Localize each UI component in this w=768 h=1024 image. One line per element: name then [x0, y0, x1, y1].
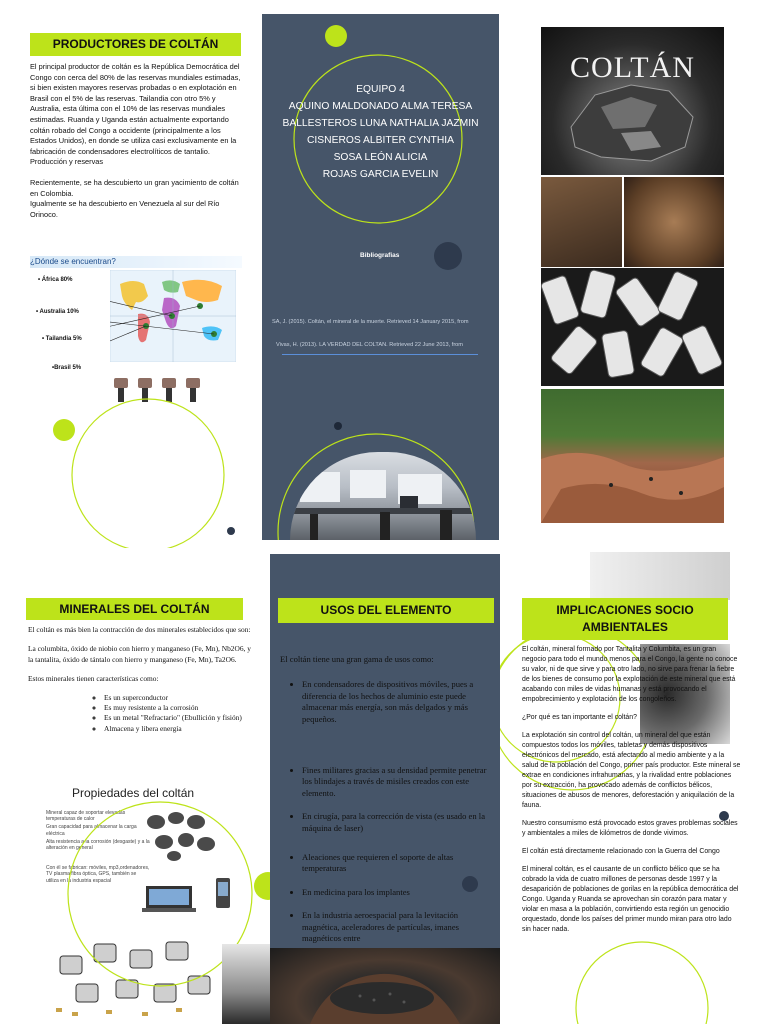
usos-title: USOS DEL ELEMENTO [278, 598, 494, 623]
team-number: EQUIPO 4 [356, 84, 405, 95]
map-label-australia: • Australia 10% [36, 309, 79, 315]
propiedades-title: Propiedades del coltán [72, 786, 195, 800]
cover-photo-hands [624, 177, 724, 267]
uso-item: • En la industria aeroespacial para la levitación magnética, aceleradores de partículas, imanes magnéticos entre [302, 910, 494, 944]
cover-photo-mine [541, 389, 724, 523]
produccion-reservas: Producción y reservas [30, 157, 104, 167]
desk-photo [222, 944, 270, 1024]
propiedad-item: Con él se fabrican: móviles, mp3,ordenadores, TV plasma fibra óptica, GPS, también se utiliza en la industria espacial [46, 865, 150, 884]
cover-photo-phones [541, 268, 724, 386]
team-member-5: ROJAS GARCIA EVELIN [322, 169, 439, 180]
team-member-1: AQUINO MALDONADO ALMA TERESA [288, 101, 473, 112]
hands-coltan-photo [270, 948, 500, 1024]
map-label-africa: • África 80% [38, 277, 73, 283]
map-title: ¿Dónde se encuentran? [30, 256, 242, 268]
team-member-3: CISNEROS ALBITER CYNTHIA [306, 135, 455, 146]
minerales-composition: La columbita, óxido de niobio con hierro y manganeso (Fe, Mn), Nb2O6, y la tantalita, óxido de tántalo con hierro y manganeso (Fe, Mn), Ta2O6. [28, 644, 251, 664]
team-member-4: SOSA LEÓN ALICIA [333, 152, 428, 163]
map-label-tailandia: • Tailandia 5% [42, 336, 82, 342]
feature-item: ◦ Es muy resistente a la corrosión [104, 703, 253, 713]
usos-intro: El coltán tiene una gran gama de usos como: [280, 654, 434, 664]
implicaciones-title: IMPLICACIONES SOCIO AMBIENTALES [522, 598, 728, 640]
team-member-2: BALLESTEROS LUNA NATHALIA JAZMIN [282, 118, 479, 129]
coltan-rock [561, 77, 701, 165]
uso-item: • Fines militares gracias a su densidad permite penetrar los blindajes a través de misiles creados con este elemento. [302, 765, 494, 799]
bibliography-ref-1: SA, J. (2015). Coltán, el mineral de la muerte. Retrieved 14 January 2015, from [272, 319, 469, 325]
venezuela-paragraph: Igualmente se ha descubierto en Venezuela al sur del Río Orinoco. [30, 199, 220, 219]
phones-pile [541, 268, 724, 386]
feature-item: ◦ Es un superconductor [104, 693, 253, 703]
deco-circles-left [0, 0, 262, 548]
propiedad-item: Mineral capaz de soportar elevadas temperaturas de calor [46, 810, 126, 823]
uso-item: • En condensadores de dispositivos móviles, pues a diferencia de los hechos de aluminio este puede almacenar más energía, son más delgados y más pequeños. [302, 679, 494, 725]
map-label-brasil: •Brasil 5% [52, 365, 82, 371]
right-photo-top [590, 552, 730, 600]
uso-item: • En cirugía, para la corrección de vista (es usado en la máquina de laser) [302, 811, 494, 834]
uso-item: • Aleaciones que requieren el soporte de altas temperaturas [302, 852, 494, 875]
colombia-paragraph: Recientemente, se ha descubierto un gran yacimiento de coltán en Colombia. [30, 177, 239, 198]
feature-item: ◦ Almacena y libera energía [104, 724, 253, 734]
feature-item: ◦ Es un metal "Refractario" (Ebullición y fisión) [104, 713, 253, 723]
implicaciones-p5: El mineral coltán, es el causante de un conflicto bélico que se ha cobrado la vida de cuatro millones de personas desde 1997 y la desaparición de poblaciones de gorilas en la república democrática del Congo. Uganda y Ruanda se aprovechan sin corazón para matar y violar en masa a la población, convirtiendo esta región un genocidio orquestado, donde los países del primer mundo miran para otro lado sin hacer nada. [522, 866, 739, 933]
cover-photo-people [541, 177, 622, 267]
implicaciones-p4: El coltán está directamente relacionado con la Guerra del Congo [522, 848, 720, 855]
propiedad-item: Gran capacidad para almacenar la carga eléctrica [46, 824, 137, 837]
bibliography-title: Bibliografias [360, 252, 400, 259]
page-2 [0, 548, 768, 1024]
uso-item: • En medicina para los implantes [302, 887, 494, 898]
hands-detail [270, 948, 500, 1024]
implicaciones-p1: El coltán, mineral formado por Tantalita y Columbita, es un gran negocio para todo el mundo menos para el Congo, la gente no conoce su valor, ni de que sirve y para otro lado, no sirve para frenar la fiebre de los bienes de consumo por la explotación de este mineral que está acabando con miles de vidas humanas y está provocando el empobrecimiento y explotación de los congoleños. [522, 646, 738, 703]
bibliography-link[interactable] [282, 351, 478, 355]
bibliography-ref-2: Vivas, H. (2013). LA VERDAD DEL COLTAN. Retrieved 22 June 2013, from [276, 342, 463, 348]
minerales-intro: El coltán es más bien la contracción de dos minerales establecidos que son: [28, 625, 251, 634]
implicaciones-text [522, 645, 742, 935]
implicaciones-question: ¿Por qué es tan importante el coltán? [522, 714, 637, 721]
minerales-title: MINERALES DEL COLTÁN [26, 598, 243, 620]
productores-paragraph: El principal productor de coltán es la República Democrática del Congo con cerca del 80% de las reservas mundiales estimadas, si bien existen mayores reservas probadas o en explotación en Brasil con el 5% de las reservas. Tailandia con otro 5% y Australia, esta última con el 10% de las reservas mundiales estimadas. Ruanda y Uganda están actualmente exportando coltán robado del Congo a occidente (principalmente a los Estados Unidos), en donde se utiliza casi exclusivamente en la fabricación de condensadores electrolíticos de tantalio. [30, 62, 241, 156]
cover-photo-coltan [541, 27, 724, 175]
back-cover-panel [262, 14, 499, 540]
implicaciones-p2: La explotación sin control del coltán, un mineral del que están compuestos todos los móviles, tabletas y demás dispositivos electrónicos del mercado, está afectando al medio ambiente y a la salud de la población del Congo, primer país productor. Este mineral se extrae en condiciones infrahumanas, y la rivalidad entre poblaciones por su extracción, ha provocado además de conflictos bélicos, situaciones de abusos de menores, deforestación y aniquilación de la fauna. [522, 732, 741, 809]
team-block [262, 81, 499, 183]
mine-terrain [541, 389, 724, 523]
propiedad-item: Alta resistencia a la corrosión (desgaste) y a la alteración en general [46, 838, 150, 852]
implicaciones-p3: Nuestro consumismo está provocado estos graves problemas sociales y ambientales a miles de kilómetros de donde vivimos. [522, 820, 738, 837]
productores-title: PRODUCTORES DE COLTÁN [30, 33, 241, 56]
cover-title: COLTÁN [570, 51, 695, 84]
features-intro: Estos minerales tienen características como: [28, 674, 159, 684]
